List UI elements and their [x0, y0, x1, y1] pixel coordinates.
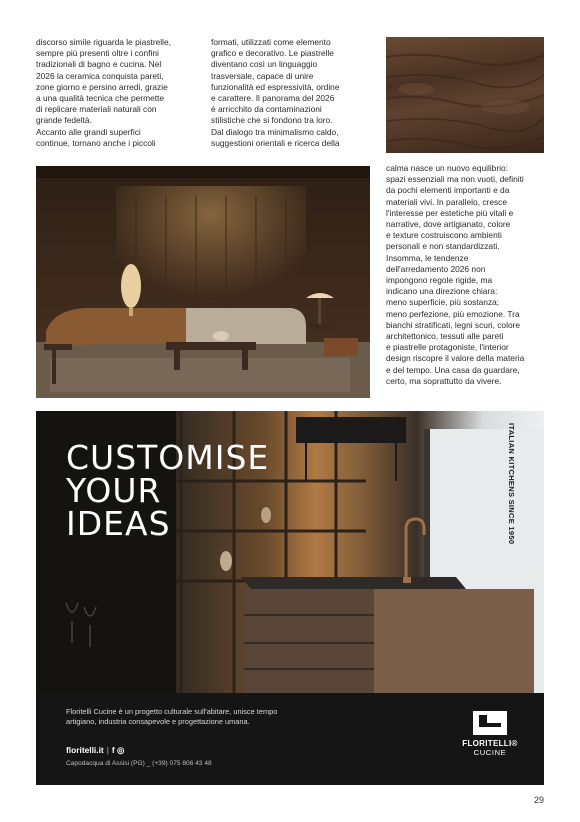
ad-headline-line-3: IDEAS	[66, 504, 171, 543]
ad-headline-line-1: CUSTOMISE	[66, 438, 270, 477]
ad-vertical-tagline-text: ITALIAN KITCHENS SINCE 1950	[507, 423, 516, 545]
article-column-3-text: calma nasce un nuovo equilibrio: spazi essenziali ma non vuoti, definiti da pochi elementi importanti e da materiali vivi. In parallelo, cresce l'interesse per estetiche più vitali e narrative, dove artigianato, colore e texture costruiscono ambienti personali e non standardizzati. Insomma, le tendenze dell'arredamento 2026 non impongono regole rigide, ma indicano una direzione chiara: meno superficie, più sostanza; meno perfezione, più emozione. Tra bianchi stratificati, legni scuri, colore architettonico, tessuti alle pareti e piastrelle protagoniste, l'interior design riscopre il valore della materia e del tempo. Una casa da guardare, certo, ma soprattutto da vivere.	[386, 163, 525, 386]
ad-headline	[66, 438, 270, 543]
social-icons[interactable]: f ◎	[111, 745, 125, 755]
ad-vertical-tagline	[504, 423, 518, 553]
article-column-2	[211, 37, 373, 149]
article-column-2-text: formati, utilizzati come elemento grafico e decorativo. Le piastrelle diventano così un linguaggio trasversale, capace di unire funzionalità ed espressività, ordine e carattere. Il panorama del 2026 è arricchito da contaminazioni stilistiche che si fondono tra loro. Dal dialogo tra minimalismo caldo, suggestioni orientali e ricerca della	[211, 37, 340, 148]
article-column-1	[36, 37, 196, 149]
ad-footer	[36, 693, 544, 785]
floritelli-logo-icon	[473, 711, 507, 735]
brand-name: FLORITELLI®	[462, 739, 518, 748]
page-number: 29	[533, 795, 544, 805]
floritelli-logo	[462, 711, 518, 757]
article-column-1-text: discorso simile riguarda le piastrelle, sempre più presenti oltre i confini tradizionali di bagno e cucina. Nel 2026 la ceramica conquista pareti, zone giorno e persino arredi, grazie a una qualità tecnica che permette di replicare materiali naturali con grande fedeltà. Accanto alle grandi superfici continue, tornano anche i piccoli	[36, 37, 171, 148]
website-link[interactable]: floritelli.it	[66, 745, 104, 755]
wood-grain-graphic	[386, 37, 544, 153]
ad-headline-line-2: YOUR	[66, 471, 162, 510]
floritelli-advertisement[interactable]	[36, 411, 544, 785]
ad-address: Capodacqua di Assisi (PG) _ (+39) 075 806 43 48	[66, 760, 212, 767]
ad-website-row	[66, 745, 124, 755]
brand-subtitle: CUCINE	[473, 748, 507, 757]
kitchen-photo	[36, 411, 544, 693]
wood-texture-photo	[386, 37, 544, 153]
article-column-3	[386, 163, 546, 387]
separator: |	[106, 745, 109, 755]
living-room-graphic	[36, 166, 370, 398]
living-room-photo	[36, 166, 370, 398]
ad-description: Floritelli Cucine è un progetto culturale sull'abitare, unisce tempo artigiano, industria consapevole e progettazione umana.	[66, 707, 278, 726]
